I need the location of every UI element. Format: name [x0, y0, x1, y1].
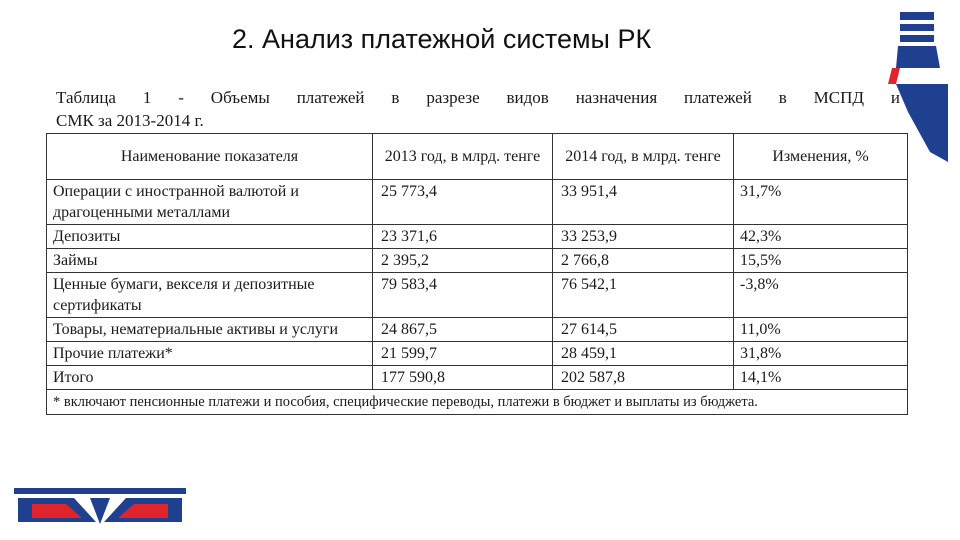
- column-header-indicator: Наименование показателя: [47, 134, 373, 180]
- table-row: [47, 273, 908, 318]
- row-value-2013: 2 395,2: [373, 249, 553, 273]
- row-value-2014: 2 766,8: [553, 249, 734, 273]
- row-change: 15,5%: [734, 249, 908, 273]
- row-value-2013: 23 371,6: [373, 225, 553, 249]
- row-value-2013: 21 599,7: [373, 342, 553, 366]
- row-change: 42,3%: [734, 225, 908, 249]
- row-change: 31,8%: [734, 342, 908, 366]
- open-book-logo-icon: [14, 488, 186, 526]
- row-value-2014: 33 951,4: [553, 180, 734, 225]
- column-header-2013: 2013 год, в млрд. тенге: [373, 134, 553, 180]
- table-row: [47, 180, 908, 225]
- table-row: [47, 249, 908, 273]
- row-value-2013: 79 583,4: [373, 273, 553, 318]
- row-value-2013: 24 867,5: [373, 318, 553, 342]
- slide-title: 2. Анализ платежной системы РК: [232, 24, 652, 54]
- row-value-2014: 202 587,8: [553, 366, 734, 390]
- table-footnote: * включают пенсионные платежи и пособия, специфические переводы, платежи в бюджет и выплаты из бюджета.: [47, 390, 908, 415]
- table-caption-line2: СМК за 2013-2014 г.: [56, 111, 204, 130]
- row-value-2014: 33 253,9: [553, 225, 734, 249]
- column-header-change: Изменения, %: [734, 134, 908, 180]
- table-row-total: [47, 366, 908, 390]
- row-name: Итого: [47, 366, 373, 390]
- row-name: Прочие платежи*: [47, 342, 373, 366]
- row-value-2014: 76 542,1: [553, 273, 734, 318]
- table-row: [47, 318, 908, 342]
- row-change: 14,1%: [734, 366, 908, 390]
- row-name: Операции с иностранной валютой и драгоценными металлами: [47, 180, 373, 225]
- row-value-2014: 28 459,1: [553, 342, 734, 366]
- row-value-2013: 25 773,4: [373, 180, 553, 225]
- row-name: Ценные бумаги, векселя и депозитные сертификаты: [47, 273, 373, 318]
- table-row: [47, 225, 908, 249]
- table-caption-line1: Таблица 1 - Объемы платежей в разрезе видов назначения платежей в МСПД и: [56, 88, 900, 107]
- row-name: Товары, нематериальные активы и услуги: [47, 318, 373, 342]
- table-header-row: [47, 134, 908, 180]
- row-change: 31,7%: [734, 180, 908, 225]
- payments-table: [46, 133, 908, 415]
- row-name: Займы: [47, 249, 373, 273]
- row-change: 11,0%: [734, 318, 908, 342]
- table-footnote-row: [47, 390, 908, 415]
- row-value-2014: 27 614,5: [553, 318, 734, 342]
- row-name: Депозиты: [47, 225, 373, 249]
- table-row: [47, 342, 908, 366]
- row-change: -3,8%: [734, 273, 908, 318]
- column-header-2014: 2014 год, в млрд. тенге: [553, 134, 734, 180]
- row-value-2013: 177 590,8: [373, 366, 553, 390]
